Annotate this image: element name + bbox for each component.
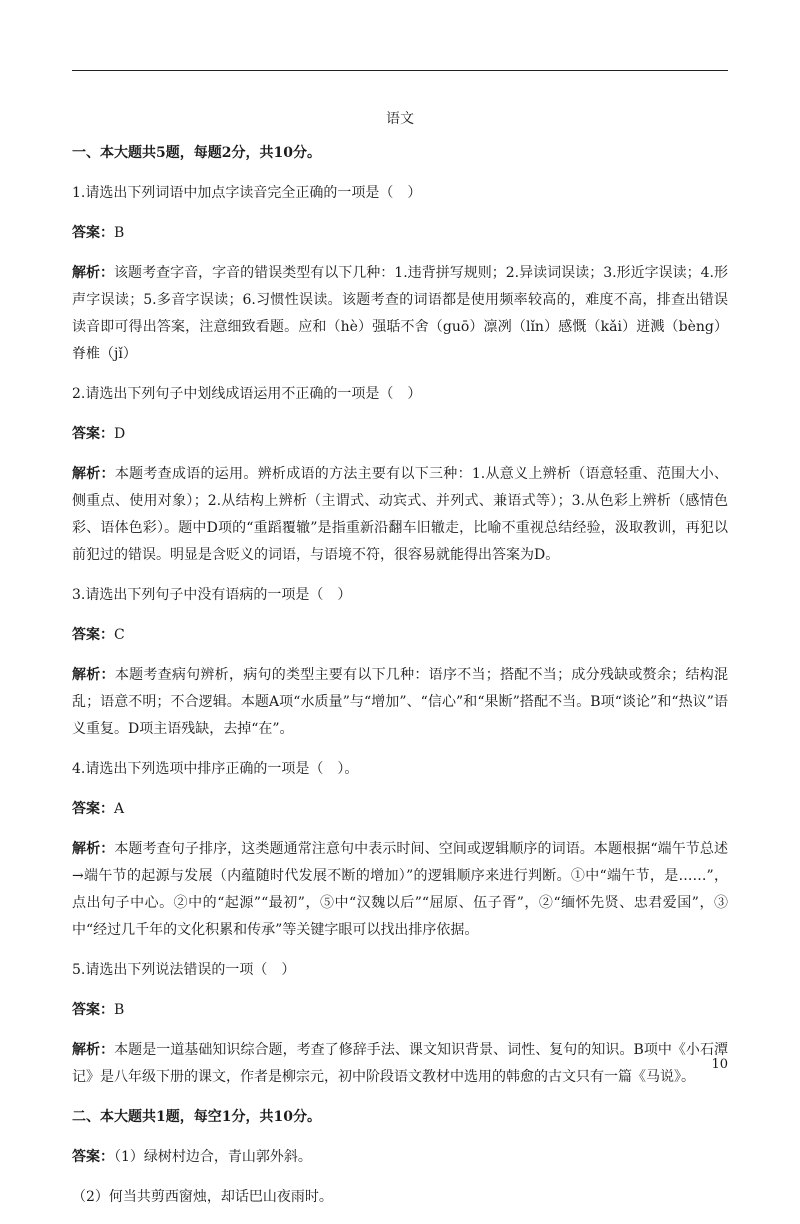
answer-value: A: [114, 801, 125, 817]
answer-label: 答案：: [72, 1149, 114, 1165]
answer-3: [72, 622, 728, 649]
analysis-text: 该题考查字音，字音的错误类型有以下几种：1.违背拼写规则；2.异读词误读；3.形近字误读；4.形声字误读；5.多音字误读；6.习惯性误读。该题考查的词语都是使用频率较高的，难度不高，排查出错误读音即可得出答案，注意细致看题。应和（hè）强聒不舍（guō）凛冽（lǐn）感慨（kǎi）迸溅（bèng）脊椎（jǐ）: [72, 265, 728, 362]
analysis-text: 本题是一道基础知识综合题，考查了修辞手法、课文知识背景、词性、复句的知识。B项中《小石潭记》是八年级下册的课文，作者是柳宗元，初中阶段语文教材中选用的韩愈的古文只有一篇《马说》。: [72, 1042, 729, 1085]
analysis-label: 解析：: [72, 1042, 115, 1058]
page-content: [72, 140, 728, 1224]
question-3: 3.请选出下列句子中没有语病的一项是（ ）: [72, 587, 352, 603]
analysis-3: [72, 662, 728, 743]
section-heading-2: 二、本大题共1题，每空1分，共10分。: [72, 1109, 321, 1125]
answer-label: 答案：: [72, 225, 114, 241]
answer-4: [72, 796, 728, 823]
answer-5: [72, 997, 728, 1024]
question-5: 5.请选出下列说法错误的一项（ ）: [72, 962, 296, 978]
page-title: 语文: [386, 111, 414, 127]
answer-label: 答案：: [72, 1002, 114, 1018]
analysis-label: 解析：: [72, 667, 115, 683]
analysis-1: [72, 260, 728, 368]
answer-label: 答案：: [72, 801, 114, 817]
analysis-text: 本题考查句子排序，这类题通常注意句中表示时间、空间或逻辑顺序的词语。本题根据“端午节总述→端午节的起源与发展（内蕴随时代发展不断的增加）”的逻辑顺序来进行判断。①中“端午节，是……”，点出句子中心。②中的“起源”“最初”，⑤中“汉魏以后”“屈原、伍子胥”，②“缅怀先贤、忠君爱国”，③中“经过几千年的文化积累和传承”等关键字眼可以找出排序依据。: [72, 841, 729, 938]
section-heading-1: 一、本大题共5题，每题2分，共10分。: [72, 145, 321, 161]
answer-value: C: [114, 627, 125, 643]
analysis-text: 本题考查成语的运用。辨析成语的方法主要有以下三种：1.从意义上辨析（语意轻重、范围大小、侧重点、使用对象）；2.从结构上辨析（主谓式、动宾式、并列式、兼语式等）；3.从色彩上辨析（感情色彩、语体色彩）。题中D项的“重蹈覆辙”是指重新沿翻车旧辙走，比喻不重视总结经验，汲取教训，再犯以前犯过的错误。明显是含贬义的词语，与语境不符，很容易就能得出答案为D。: [72, 466, 728, 563]
analysis-text: 本题考查病句辨析，病句的类型主要有以下几种：语序不当；搭配不当；成分残缺或赘余；结构混乱；语意不明；不合逻辑。本题A项“水质量”与“增加”、“信心”和“果断”搭配不当。B项“谈论”和“热议”语义重复。D项主语残缺，去掉“在”。: [72, 667, 729, 737]
question-1: 1.请选出下列词语中加点字读音完全正确的一项是（ ）: [72, 185, 422, 201]
answer-1: [72, 220, 728, 247]
answer-value: D: [114, 426, 126, 442]
answer-label: 答案：: [72, 627, 114, 643]
answer-s2-line1: [72, 1144, 728, 1171]
analysis-label: 解析：: [72, 265, 115, 281]
analysis-label: 解析：: [72, 466, 115, 482]
question-4: 4.请选出下列选项中排序正确的一项是（ ）。: [72, 761, 359, 777]
answer-label: 答案：: [72, 426, 114, 442]
analysis-5: [72, 1037, 728, 1091]
answer-2: [72, 421, 728, 448]
analysis-label: 解析：: [72, 841, 115, 857]
answer-value: B: [114, 1002, 125, 1018]
answer-value: B: [114, 225, 125, 241]
analysis-2: [72, 461, 728, 569]
answer-s2-line2: （2）何当共剪西窗烛，却话巴山夜雨时。: [72, 1189, 333, 1205]
page-number: 10: [711, 1057, 728, 1072]
answer-value: （1）绿树村边合，青山郭外斜。: [114, 1149, 312, 1165]
analysis-4: [72, 836, 728, 944]
header-rule: [72, 70, 728, 71]
question-2: 2.请选出下列句子中划线成语运用不正确的一项是（ ）: [72, 386, 422, 402]
